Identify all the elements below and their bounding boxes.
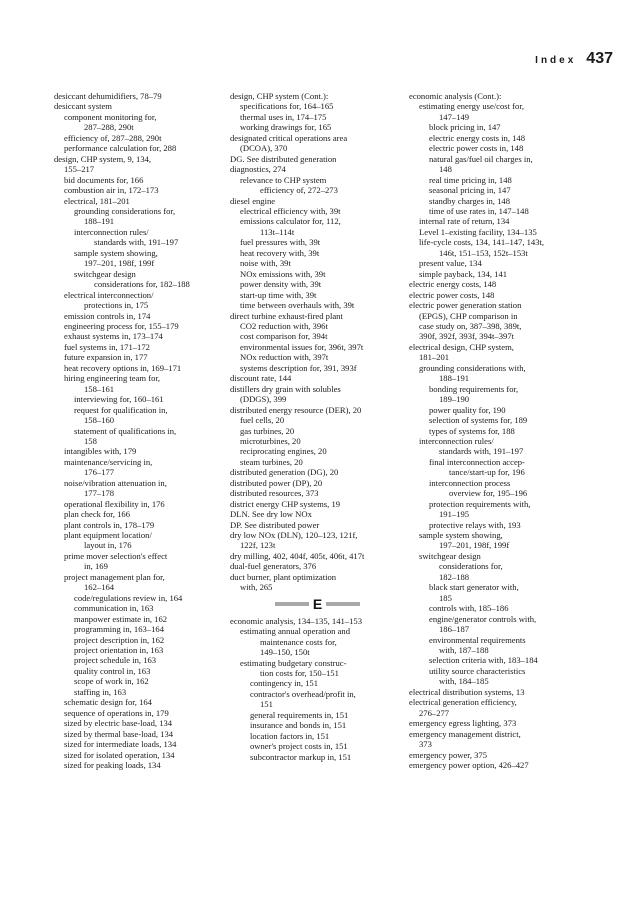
index-entry: switchgear design xyxy=(74,268,136,279)
index-entry: controls with, 185–186 xyxy=(429,603,509,614)
index-entry: owner's project costs in, 151 xyxy=(250,741,348,752)
index-entry: emergency egress lighting, 373 xyxy=(409,718,517,729)
index-entry: dry low NOx (DLN), 120–123, 121f, xyxy=(230,530,358,541)
index-entry: subcontractor markup in, 151 xyxy=(250,751,352,762)
index-entry: environmental requirements xyxy=(429,634,526,645)
index-entry: considerations for, xyxy=(439,561,503,572)
index-entry: standby charges in, 148 xyxy=(429,195,510,206)
index-entry: distillers dry grain with solubles xyxy=(230,383,341,394)
index-entry: direct turbine exhaust-fired plant xyxy=(230,310,343,321)
index-entry: types of systems for, 188 xyxy=(429,425,515,436)
index-entry: DG. See distributed generation xyxy=(230,153,337,164)
index-entry: distributed resources, 373 xyxy=(230,488,319,499)
index-entry: relevance to CHP system xyxy=(240,174,327,185)
index-entry: project description in, 162 xyxy=(74,634,165,645)
index-entry: environmental issues for, 396t, 397t xyxy=(240,341,364,352)
index-entry: 122f, 123t xyxy=(240,540,276,551)
index-entry: noise/vibration attenuation in, xyxy=(64,477,167,488)
index-entry: staffing in, 163 xyxy=(74,686,127,697)
letter-heading-rule-right xyxy=(326,602,360,606)
index-entry: 182–188 xyxy=(439,571,470,582)
index-entry: quality control in, 163 xyxy=(74,665,151,676)
index-entry: sized for isolated operation, 134 xyxy=(64,749,175,760)
index-entry: contractor's overhead/profit in, xyxy=(250,688,356,699)
index-entry: 189–190 xyxy=(439,394,470,405)
index-entry: bonding requirements for, xyxy=(429,383,519,394)
index-entry: real time pricing in, 148 xyxy=(429,174,512,185)
index-entry: insurance and bonds in, 151 xyxy=(250,720,347,731)
index-entry: discount rate, 144 xyxy=(230,373,292,384)
index-column-1 xyxy=(54,91,229,770)
index-entry: DLN. See dry low NOx xyxy=(230,509,312,520)
index-entry: estimating energy use/cost for, xyxy=(419,101,524,112)
index-entry: Level 1–existing facility, 134–135 xyxy=(419,226,537,237)
index-entry: 146t, 151–153, 152t–153t xyxy=(439,247,528,258)
index-entry: economic analysis (Cont.): xyxy=(409,91,502,101)
index-entry: engine/generator controls with, xyxy=(429,613,537,624)
index-entry: desiccant dehumidifiers, 78–79 xyxy=(54,91,162,101)
index-entry: electrical interconnection/ xyxy=(64,289,154,300)
index-entry: emergency power option, 426–427 xyxy=(409,760,529,770)
index-entry: (EPGS), CHP comparison in xyxy=(419,310,518,321)
index-entry: gas turbines, 20 xyxy=(240,425,295,436)
index-entry: overview for, 195–196 xyxy=(449,488,528,499)
index-entry: plant controls in, 178–179 xyxy=(64,519,155,530)
index-entry: communication in, 163 xyxy=(74,603,154,614)
index-entry: tance/start-up for, 196 xyxy=(449,467,525,478)
index-entry: 149–150, 150t xyxy=(260,647,310,658)
index-entry: layout in, 176 xyxy=(84,540,132,551)
index-entry: 186–187 xyxy=(439,624,470,635)
index-entry: 373 xyxy=(419,739,432,750)
index-entry: 276–277 xyxy=(419,707,450,718)
index-entry: life-cycle costs, 134, 141–147, 143t, xyxy=(419,237,545,248)
index-entry: protection requirements with, xyxy=(429,498,531,509)
index-entry: grounding considerations with, xyxy=(419,362,526,373)
index-entry: 158–161 xyxy=(84,383,115,394)
index-entry: efficiency of, 287–288, 290t xyxy=(64,132,162,143)
index-entry: request for qualification in, xyxy=(74,404,168,415)
index-entry: dual-fuel generators, 376 xyxy=(230,561,317,572)
index-entry: power quality for, 190 xyxy=(429,404,506,415)
index-entry: electric power costs in, 148 xyxy=(429,143,524,154)
index-entry: natural gas/fuel oil charges in, xyxy=(429,153,533,164)
index-entry: NOx reduction with, 397t xyxy=(240,352,329,363)
index-entry: code/regulations review in, 164 xyxy=(74,592,183,603)
index-entry: fuel pressures with, 39t xyxy=(240,237,321,248)
index-entry: electrical design, CHP system, xyxy=(409,341,514,352)
letter-heading-label: E xyxy=(312,595,323,612)
index-entry: 158–160 xyxy=(84,415,115,426)
index-entry: systems description for, 391, 393f xyxy=(240,362,357,373)
index-entry: final interconnection accep- xyxy=(429,456,525,467)
index-entry: working drawings for, 165 xyxy=(240,122,332,133)
index-entry: cost comparison for, 394t xyxy=(240,331,328,342)
index-entry: project schedule in, 163 xyxy=(74,655,157,666)
index-entry: 191–195 xyxy=(439,509,470,520)
index-entry: exhaust systems in, 173–174 xyxy=(64,331,163,342)
index-entry: tion costs for, 150–151 xyxy=(260,668,339,679)
index-entry: interviewing for, 160–161 xyxy=(74,394,164,405)
index-entry: sized for peaking loads, 134 xyxy=(64,760,161,770)
index-entry: DP. See distributed power xyxy=(230,519,320,530)
index-entry: estimating budgetary construc- xyxy=(240,657,347,668)
index-entry: 162–164 xyxy=(84,582,115,593)
index-entry: statement of qualifications in, xyxy=(74,425,177,436)
index-entry: schematic design for, 164 xyxy=(64,697,152,708)
index-entry: 390f, 392f, 393f, 394t–397t xyxy=(419,331,515,342)
running-head-word: Index xyxy=(535,55,577,66)
index-entry: emergency management district, xyxy=(409,728,521,739)
index-entry: project orientation in, 163 xyxy=(74,645,164,656)
index-entry: scope of work in, 162 xyxy=(74,676,149,687)
index-entry: power density with, 39t xyxy=(240,279,322,290)
index-entry: 148 xyxy=(439,164,452,175)
index-entry: estimating annual operation and xyxy=(240,626,351,637)
index-entry: 176–177 xyxy=(84,467,115,478)
index-entry: time of use rates in, 147–148 xyxy=(429,205,529,216)
index-entry: fuel cells, 20 xyxy=(240,415,285,426)
index-entry: thermal uses in, 174–175 xyxy=(240,111,327,122)
index-entry: designated critical operations area xyxy=(230,132,348,143)
index-entry: performance calculation for, 288 xyxy=(64,143,177,154)
index-entry: block pricing in, 147 xyxy=(429,122,501,133)
index-entry: design, CHP system (Cont.): xyxy=(230,91,329,101)
index-entry: 147–149 xyxy=(439,111,470,122)
index-entry: plant equipment location/ xyxy=(64,530,152,541)
index-entry: emergency power, 375 xyxy=(409,749,488,760)
index-entry: microturbines, 20 xyxy=(240,435,301,446)
index-entry: fuel systems in, 171–172 xyxy=(64,341,150,352)
index-entry: in, 169 xyxy=(84,561,108,572)
index-entry: project management plan for, xyxy=(64,571,165,582)
index-entry: 113t–114t xyxy=(260,226,295,237)
index-entry: 197–201, 198f, 199f xyxy=(84,258,155,269)
index-entry: component monitoring for, xyxy=(64,111,157,122)
index-entry: 155–217 xyxy=(64,164,95,175)
index-entry: switchgear design xyxy=(419,550,481,561)
index-entry: emission controls in, 174 xyxy=(64,310,151,321)
index-entry: distributed energy resource (DER), 20 xyxy=(230,404,362,415)
index-entry: simple payback, 134, 141 xyxy=(419,268,508,279)
index-entry: heat recovery with, 39t xyxy=(240,247,320,258)
index-entry: district energy CHP systems, 19 xyxy=(230,498,341,509)
index-entry: with, 265 xyxy=(240,582,273,593)
index-entry: sample system showing, xyxy=(419,530,503,541)
page-number: 437 xyxy=(586,50,613,67)
index-entry: distributed generation (DG), 20 xyxy=(230,467,339,478)
index-entry: selection criteria with, 183–184 xyxy=(429,655,538,666)
index-entry: duct burner, plant optimization xyxy=(230,571,337,582)
index-entry: 177–178 xyxy=(84,488,115,499)
index-entry: time between overhauls with, 39t xyxy=(240,300,355,311)
index-entry: 188–191 xyxy=(84,216,115,227)
letter-heading xyxy=(230,596,405,612)
index-entry: standards with, 191–197 xyxy=(94,237,179,248)
index-entry: interconnection rules/ xyxy=(419,435,494,446)
index-entry: interconnection rules/ xyxy=(74,226,149,237)
index-entry: electrical distribution systems, 13 xyxy=(409,686,525,697)
index-entry: manpower estimate in, 162 xyxy=(74,613,168,624)
index-entry: design, CHP system, 9, 134, xyxy=(54,153,152,164)
index-entry: prime mover selection's effect xyxy=(64,550,168,561)
index-entry: black start generator with, xyxy=(429,582,519,593)
index-entry: combustion air in, 172–173 xyxy=(64,185,159,196)
index-entry: efficiency of, 272–273 xyxy=(260,185,338,196)
index-entry: electric power generation station xyxy=(409,300,522,311)
index-entry: contingency in, 151 xyxy=(250,678,319,689)
index-entry: diagnostics, 274 xyxy=(230,164,286,175)
index-column-2 xyxy=(230,91,405,762)
index-entry: economic analysis, 134–135, 141–153 xyxy=(230,615,362,626)
index-entry: grounding considerations for, xyxy=(74,205,176,216)
index-entry: present value, 134 xyxy=(419,258,482,269)
index-entry: maintenance/servicing in, xyxy=(64,456,153,467)
index-entry: NOx emissions with, 39t xyxy=(240,268,326,279)
index-entry: noise with, 39t xyxy=(240,258,291,269)
index-entry: operational flexibility in, 176 xyxy=(64,498,165,509)
index-entry: with, 184–185 xyxy=(439,676,489,687)
index-entry: intangibles with, 179 xyxy=(64,446,137,457)
index-entry: 287–288, 290t xyxy=(84,122,134,133)
index-entry: desiccant system xyxy=(54,101,112,112)
index-entry: electrical generation efficiency, xyxy=(409,697,517,708)
index-entry: case study on, 387–398, 389t, xyxy=(419,320,522,331)
index-entry: standards with, 191–197 xyxy=(439,446,524,457)
index-entry: seasonal pricing in, 147 xyxy=(429,185,511,196)
index-entry: start-up time with, 39t xyxy=(240,289,317,300)
index-entry: 158 xyxy=(84,435,97,446)
index-entry: sized by electric base-load, 134 xyxy=(64,718,173,729)
index-entry: maintenance costs for, xyxy=(260,636,337,647)
index-entry: (DDGS), 399 xyxy=(240,394,287,405)
index-entry: dry milling, 402, 404f, 405t, 406t, 417t xyxy=(230,550,365,561)
index-entry: utility source characteristics xyxy=(429,665,526,676)
index-entry: diesel engine xyxy=(230,195,276,206)
index-entry: general requirements in, 151 xyxy=(250,709,349,720)
index-entry: engineering process for, 155–179 xyxy=(64,320,179,331)
index-entry: electric power costs, 148 xyxy=(409,289,495,300)
index-entry: future expansion in, 177 xyxy=(64,352,148,363)
index-entry: 181–201 xyxy=(419,352,450,363)
index-entry: sized for intermediate loads, 134 xyxy=(64,739,177,750)
index-entry: bid documents for, 166 xyxy=(64,174,144,185)
index-entry: (DCOA), 370 xyxy=(240,143,288,154)
index-entry: heat recovery options in, 169–171 xyxy=(64,362,182,373)
index-entry: 188–191 xyxy=(439,373,470,384)
index-entry: electrical, 181–201 xyxy=(64,195,130,206)
index-entry: steam turbines, 20 xyxy=(240,456,303,467)
index-entry: programming in, 163–164 xyxy=(74,624,164,635)
index-entry: with, 187–188 xyxy=(439,645,489,656)
index-entry: location factors in, 151 xyxy=(250,730,330,741)
index-entry: electric energy costs in, 148 xyxy=(429,132,526,143)
index-entry: plan check for, 166 xyxy=(64,509,130,520)
index-entry: hiring engineering team for, xyxy=(64,373,161,384)
index-column-3 xyxy=(409,91,584,770)
index-entry: interconnection process xyxy=(429,477,511,488)
index-entry: emissions calculator for, 112, xyxy=(240,216,341,227)
index-entry: 197–201, 198f, 199f xyxy=(439,540,510,551)
index-entry: sequence of operations in, 179 xyxy=(64,707,169,718)
index-entry: electrical efficiency with, 39t xyxy=(240,205,341,216)
index-entry: considerations for, 182–188 xyxy=(94,279,190,290)
index-entry: 185 xyxy=(439,592,452,603)
index-entry: sample system showing, xyxy=(74,247,158,258)
index-entry: 151 xyxy=(260,699,273,710)
letter-heading-rule-left xyxy=(275,602,309,606)
index-entry: internal rate of return, 134 xyxy=(419,216,510,227)
index-entry: electric energy costs, 148 xyxy=(409,279,497,290)
index-entry: selection of systems for, 189 xyxy=(429,415,528,426)
index-entry: CO2 reduction with, 396t xyxy=(240,320,328,331)
index-entry: protective relays with, 193 xyxy=(429,519,521,530)
index-entry: distributed power (DP), 20 xyxy=(230,477,323,488)
index-entry: reciprocating engines, 20 xyxy=(240,446,327,457)
index-entry: specifications for, 164–165 xyxy=(240,101,334,112)
running-header xyxy=(535,50,613,72)
index-entry: sized by thermal base-load, 134 xyxy=(64,728,174,739)
index-entry: protections in, 175 xyxy=(84,300,149,311)
